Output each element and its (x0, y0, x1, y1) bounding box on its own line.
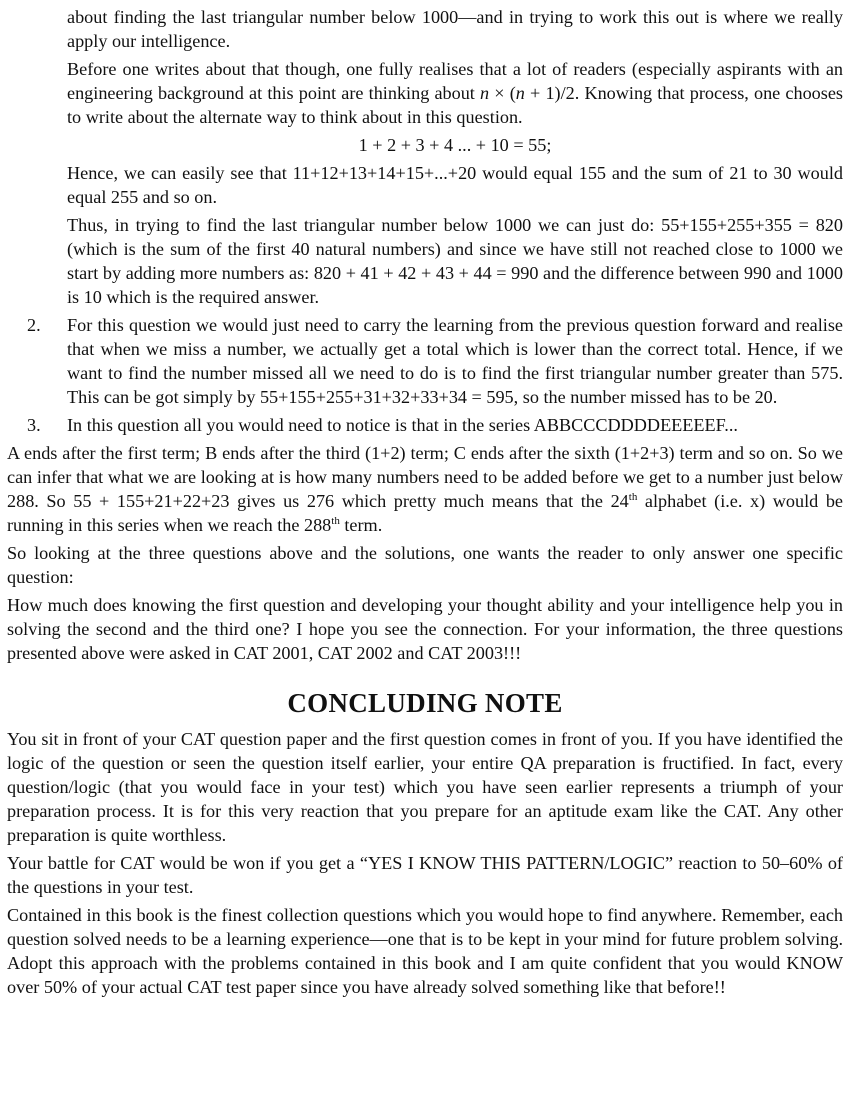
paragraph-series-explanation (7, 441, 843, 537)
variable-n: n (480, 83, 490, 103)
superscript-th: th (331, 515, 340, 527)
list-item-text: For this question we would just need to carry the learning from the previous question forward and realise that when we miss a number, we actually get a total which is lower than the correct total. Hence, if we want to find the number missed all we need to do is to find the first triangular number greater than 575. This can be got simply by 55+155+255+31+32+33+34 = 595, so the number missed has to be 20. (67, 315, 843, 407)
list-item (7, 313, 843, 409)
paragraph-last-triangular-intro: about finding the last triangular number below 1000—and in trying to work this out is where we really apply our intelligence. (67, 7, 843, 51)
formula-text-mid: × ( (489, 83, 516, 103)
paragraph-triangular-solution: Thus, in trying to find the last triangular number below 1000 we can just do: 55+155+255+355 = 820 (which is the sum of the first 40 natural numbers) and since we have still not reached close to 1000 we start by adding more numbers as: 820 + 41 + 42 + 43 + 44 = 990 and the difference between 990 and 1000 is 10 which is the required answer. (67, 215, 843, 307)
superscript-th: th (628, 491, 638, 503)
list-item-number: 2. (27, 315, 41, 335)
paragraph-connection-question: How much does knowing the first question and developing your thought ability and your intelligence help you in solving the second and the third one? I hope you see the connection. For your information, the three questions presented above were asked in CAT 2001, CAT 2002 and CAT 2003!!! (7, 595, 843, 663)
paragraph-engineering-formula (67, 57, 843, 129)
variable-n: n (515, 83, 525, 103)
paragraph-specific-question: So looking at the three questions above and the solutions, one wants the reader to only answer one specific question: (7, 543, 843, 587)
paragraph-book-collection: Contained in this book is the finest collection questions which you would hope to find anywhere. Remember, each question solved needs to be a learning experience—one that is to be kept in your mind for future problem solving. Adopt this approach with the problems contained in this book and I am quite confident that you would KNOW over 50% of your actual CAT test paper since you have already solved something like that before!! (7, 905, 843, 997)
series-text-pre: A ends after the first term; B ends after the third (1+2) term; C ends after the sixth (1+2+3) term and so on. So we can infer that what we are looking at is how many numbers need to be added before we get to a number just below 288. So 55 + 155+21+22+23 gives us 276 which pretty much means that the 24 (7, 443, 843, 511)
list-item (7, 413, 843, 437)
paragraph-sum-groups: Hence, we can easily see that 11+12+13+14+15+...+20 would equal 155 and the sum of 21 to 30 would equal 255 and so on. (67, 163, 843, 207)
list-item-text: In this question all you would need to notice is that in the series ABBCCCDDDDEEEEEF... (67, 415, 738, 435)
series-text-mid: alphabet (i.e. x) would be running in this series when we reach the 288 (7, 491, 843, 535)
document-page (7, 5, 843, 1003)
equation-sum-to-ten: 1 + 2 + 3 + 4 ... + 10 = 55; (358, 135, 552, 155)
series-text-post: term. (339, 515, 383, 535)
paragraph-battle-for-cat: Your battle for CAT would be won if you get a “YES I KNOW THIS PATTERN/LOGIC” reaction to 50–60% of the questions in your test. (7, 853, 843, 897)
list-item-number: 3. (27, 415, 41, 435)
formula-text-pre: Before one writes about that though, one fully realises that a lot of readers (especially aspirants with an engineering background at this point are thinking about (67, 59, 843, 103)
numbered-solution-list (7, 313, 843, 437)
paragraph-question-paper: You sit in front of your CAT question paper and the first question comes in front of you. If you have identified the logic of the question or seen the question itself earlier, your entire QA preparation is fructified. In fact, every question/logic (that you would face in your test) which you have seen earlier represents a triumph of your preparation process. It is for this very reaction that you prepare for an aptitude exam like the CAT. Any other preparation is quite worthless. (7, 729, 843, 845)
section-heading-concluding-note: CONCLUDING NOTE (287, 688, 563, 718)
formula-text-post: + 1)/2. Knowing that process, one chooses to write about the alternate way to think about in this question. (67, 83, 843, 127)
